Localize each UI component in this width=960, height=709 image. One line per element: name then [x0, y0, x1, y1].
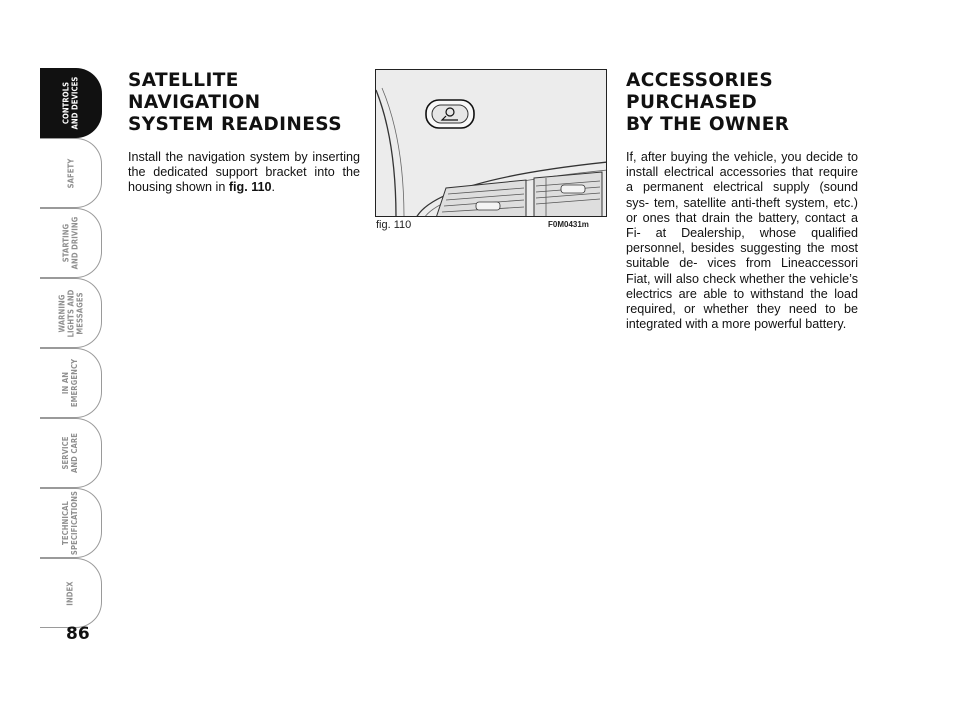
navigation-bracket-housing	[426, 100, 474, 128]
tab-technical-specifications[interactable]	[40, 488, 102, 558]
section-satellite-navigation	[128, 70, 360, 196]
tab-warning-lights-and-messages[interactable]	[40, 278, 102, 348]
tab-starting-and-driving[interactable]	[40, 208, 102, 278]
section-heading: ACCESSORIES PURCHASED BY THE OWNER	[626, 70, 790, 135]
section-accessories	[626, 70, 858, 332]
tab-label: CONTROLS AND DEVICES	[61, 76, 80, 130]
figure-reference: fig. 110	[228, 180, 272, 195]
body-text-suffix: .	[271, 180, 276, 195]
tab-safety[interactable]	[40, 138, 102, 208]
tab-label: WARNING LIGHTS AND MESSAGES	[56, 289, 84, 337]
figure-code: F0M0431m	[548, 220, 589, 229]
figure-dashboard-illustration	[375, 69, 607, 217]
dashboard-drawing	[376, 70, 607, 217]
body-text-prefix: Install the navigation system by inserting the dedicated support bracket into the housing shown in	[128, 150, 360, 195]
tab-service-and-care[interactable]	[40, 418, 102, 488]
tab-label: SAFETY	[65, 158, 75, 188]
page-number: 86	[66, 624, 90, 644]
tab-controls-and-devices[interactable]	[40, 68, 102, 138]
section-heading: SATELLITE NAVIGATION SYSTEM READINESS	[128, 70, 342, 135]
tab-in-an-emergency[interactable]	[40, 348, 102, 418]
tab-index[interactable]	[40, 558, 102, 628]
section-body: If, after buying the vehicle, you decide to install electrical accessories that require a permanent electrical supply (sound sys- tem, satellite anti-theft system, etc.) or ones that drain the battery, contact a Fi- at Dealership, whose qualified personnel, besides suggesting the most suitable de- vices from Lineaccessori Fiat, will also check whether the vehicle’s electrics are able to withstand the load required, or whether they need to be integrated with a more powerful battery.	[626, 150, 858, 332]
tab-label: STARTING AND DRIVING	[61, 216, 80, 270]
air-vent-right	[534, 172, 602, 217]
tab-label: INDEX	[66, 580, 75, 606]
figure-caption: fig. 110	[376, 219, 412, 231]
tab-label: SERVICE AND CARE	[61, 432, 80, 474]
tab-label: IN AN EMERGENCY	[61, 358, 80, 408]
tab-label: TECHNICAL SPECIFICATIONS	[61, 490, 80, 556]
section-body	[128, 150, 360, 196]
